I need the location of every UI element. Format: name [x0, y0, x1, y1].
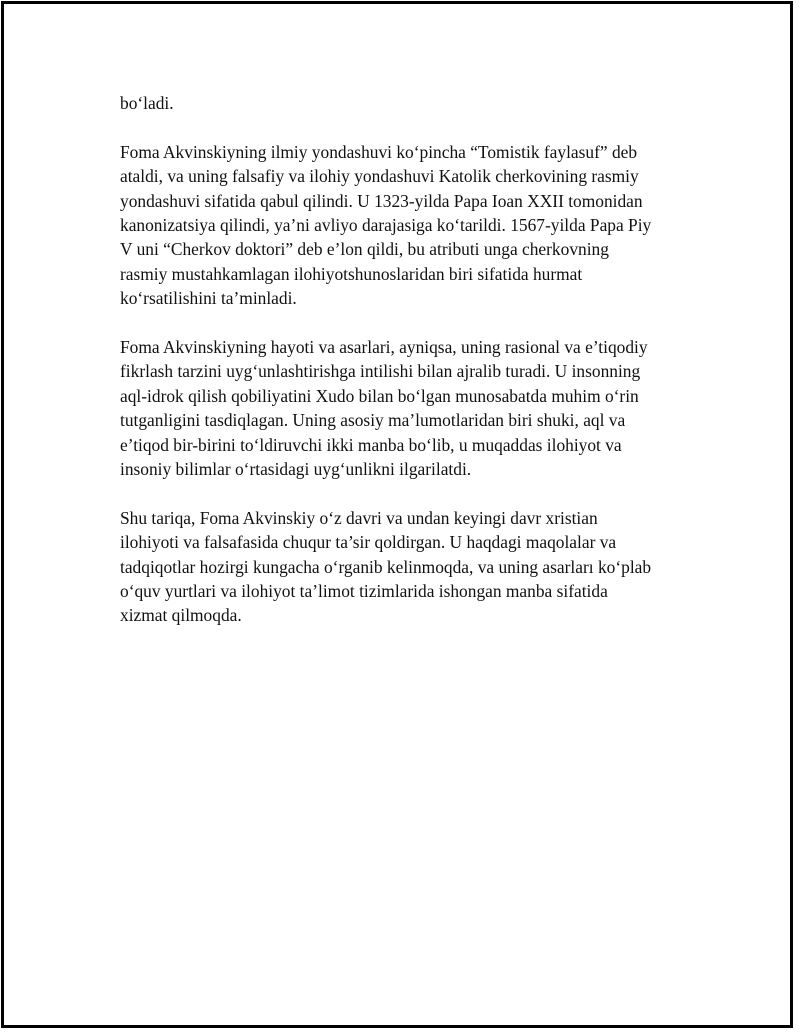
- document-body: [120, 91, 696, 652]
- text-line: ko‘rsatilishini ta’minladi.: [120, 288, 297, 309]
- paragraph-3: [120, 335, 696, 481]
- text-line: insoniy bilimlar o‘rtasidagi uyg‘unlikni ilgarilatdi.: [120, 459, 472, 480]
- text-line: o‘quv yurtlari va ilohiyot ta’limot tizimlarida ishongan manba sifatida: [120, 581, 608, 602]
- text-line: tutganligini tasdiqlagan. Uning asosiy ma’lumotlaridan biri shuki, aql va: [120, 410, 626, 431]
- text-line: ilohiyoti va falsafasida chuqur ta’sir qoldirgan. U haqdagi maqolalar va: [120, 532, 617, 553]
- text-line: Shu tariqa, Foma Akvinskiy o‘z davri va undan keyingi davr xristian: [120, 507, 598, 528]
- text-line: e’tiqod bir-birini to‘ldiruvchi ikki manba bo‘lib, u muqaddas ilohiyot va: [120, 434, 622, 455]
- text-line: kanonizatsiya qilindi, ya’ni avliyo darajasiga ko‘tarildi. 1567-yilda Papa Piy: [120, 215, 652, 236]
- text-line: fikrlash tarzini uyg‘unlashtirishga intilishi bilan ajralib turadi. U insonning: [120, 361, 641, 382]
- text-line: xizmat qilmoqda.: [120, 605, 242, 626]
- text-line: aql-idrok qilish qobiliyatini Xudo bilan bo‘lgan munosabatda muhim o‘rin: [120, 385, 639, 406]
- document-page: [1, 1, 793, 1028]
- text-line: Foma Akvinskiyning ilmiy yondashuvi ko‘pincha “Tomistik faylasuf” deb: [120, 141, 638, 162]
- text-line: V uni “Cherkov doktori” deb e’lon qildi, bu atributi unga cherkovning: [120, 239, 609, 260]
- paragraph-2: [120, 140, 696, 311]
- text-line: bo‘ladi.: [120, 93, 174, 113]
- text-line: tadqiqotlar hozirgi kungacha o‘rganib kelinmoqda, va uning asarları ko‘plab: [120, 556, 652, 577]
- text-line: rasmiy mustahkamlagan ilohiyotshunoslaridan biri sifatida hurmat: [120, 263, 583, 284]
- paragraph-1: [120, 91, 696, 115]
- text-line: yondashuvi sifatida qabul qilindi. U 1323-yilda Papa Ioan XXII tomonidan: [120, 190, 643, 211]
- text-line: Foma Akvinskiyning hayoti va asarlari, ayniqsa, uning rasional va e’tiqodiy: [120, 337, 648, 358]
- paragraph-4: [120, 506, 696, 628]
- text-line: ataldi, va uning falsafiy va ilohiy yondashuvi Katolik cherkovining rasmiy: [120, 166, 639, 187]
